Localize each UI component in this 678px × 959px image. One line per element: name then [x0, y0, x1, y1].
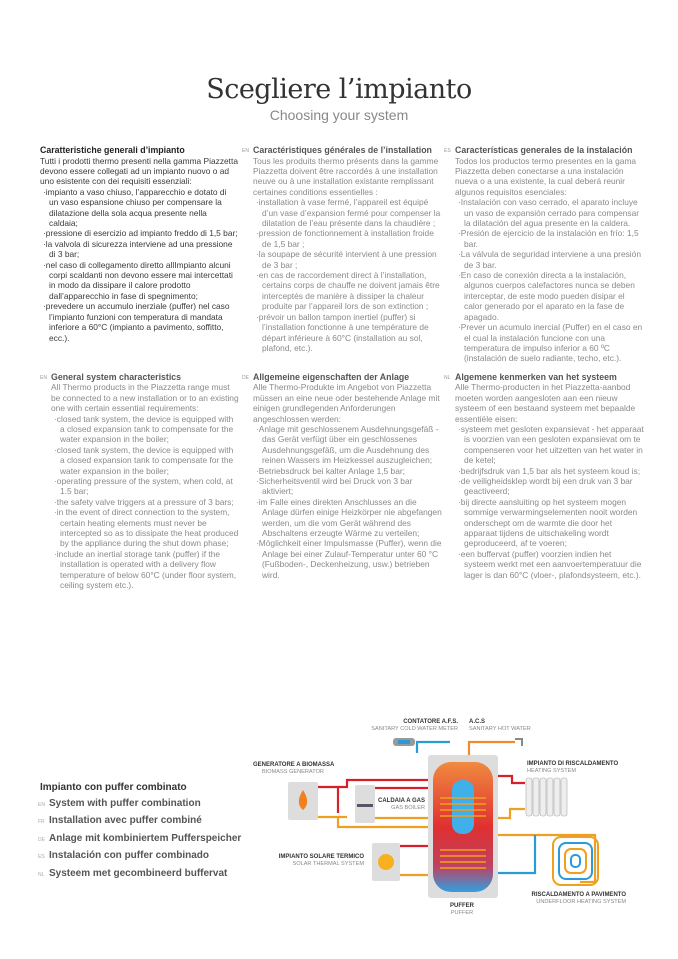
- sanitary-inner-tank: [452, 780, 474, 834]
- label-heating-en: HEATING SYSTEM: [527, 768, 577, 774]
- section-heading: [242, 371, 442, 383]
- legend-item: [40, 831, 241, 849]
- section-intro: Alle Thermo-producten in het Piazzetta-aanbod moeten worden aangesloten aan een nieuw systeem of een bestaand systeem met bepaalde essentiële eisen:: [455, 382, 636, 424]
- sun-icon: [378, 854, 394, 870]
- list-item: · the safety valve triggers at a pressure of 3 bars;: [51, 497, 240, 507]
- list-item: · prevedere un accumulo inerziale (puffer) nel caso l’impianto funzioni con temperatura di mandata inferiore a 60°C (impianto a pavimento, soffitto, ecc.).: [40, 301, 238, 343]
- language-tag: EN: [242, 148, 249, 154]
- list-item: · bij directe aansluiting op het systeem mogen sommige verwarmingselementen nooit worden onderschept om de warmte die door het apparaat tijdens de uitschakeling wordt geproduceerd, af te voeren;: [455, 497, 644, 549]
- label-puffer-en: PUFFER: [450, 910, 474, 916]
- underfloor-spiral: [553, 837, 598, 885]
- label-meter-en: SANITARY COLD WATER METER: [371, 726, 458, 732]
- list-item: · systeem met gesloten expansievat - het apparaat is voorzien van een gesloten expansievat om te compenseren voor het uitzetten van het water in de ketel;: [455, 424, 644, 466]
- list-item: · la valvola di sicurezza interviene ad una pressione di 3 bar;: [40, 239, 238, 260]
- text-section: [444, 372, 644, 580]
- language-tag: ES: [444, 148, 451, 154]
- label-biomass: GENERATORE A BIOMASSA: [253, 762, 335, 768]
- list-item: · Möglichkeit einer Impulsmasse (Puffer), wenn die Anlage bei einer Zulauf-Temperatur unter 60 °C (Fußboden-, Deckenheizung, usw.) betrieben wird.: [253, 538, 442, 580]
- list-item: · een buffervat (puffer) voorzien indien het systeem werkt met een aanvoertemperatuur die lager is dan 60°C (vloer-, plafondsysteem, etc.).: [455, 549, 644, 580]
- legend-item-label: Instalación con puffer combinado: [49, 850, 210, 861]
- text-section: [40, 372, 240, 591]
- list-item: · installation à vase fermé, l’appareil est équipé d’un vase d’expansion fermé pour compenser la dilatation de l’eau présente dans la chaudière ;: [253, 197, 442, 228]
- requirements-list: [51, 414, 240, 591]
- label-gas: CALDAIA A GAS: [378, 798, 425, 804]
- text-section: [40, 145, 238, 343]
- section-intro: Todos los productos termo presentes en la gama Piazzetta deben conectarse a una instalación nueva o a una existente, la cual deberá reunir algunos requisitos esenciales:: [455, 155, 637, 197]
- list-item: · closed tank system, the device is equipped with a closed expansion tank to compensate for the water expansion in the boiler;: [51, 414, 240, 445]
- label-gas-en: GAS BOILER: [391, 805, 425, 811]
- tap-icon: [515, 739, 522, 746]
- label-floor-en: UNDERFLOOR HEATING SYSTEM: [536, 899, 626, 905]
- label-floor: RISCALDAMENTO A PAVIMENTO: [531, 892, 626, 898]
- list-item: · nel caso di collegamento diretto allImpianto alcuni corpi scaldanti non devono essere mai intercettati in modo da dissipare il calore prodotto dall’apparecchio in fase di spegnimento;: [40, 260, 238, 302]
- section-heading-text: Caractéristiques générales de l’installation: [253, 145, 432, 155]
- legend-item: [40, 796, 241, 814]
- puffer-system-diagram: [250, 710, 650, 930]
- list-item: · La válvula de seguridad interviene a una presión de 3 bar.: [455, 249, 644, 270]
- section-heading-text: Allgemeine eigenschaften der Anlage: [253, 371, 410, 382]
- section-heading: [40, 145, 238, 156]
- page-subtitle: Choosing your system: [269, 107, 409, 123]
- list-item: · pressione di esercizio ad impianto freddo di 1,5 bar;: [40, 228, 238, 238]
- section-heading-text: Algemene kenmerken van het systeem: [455, 371, 617, 382]
- list-item: · in the event of direct connection to the system, certain heating elements must never be intercepted so as to dissipate the heat produced by the appliance during the shut down phase;: [51, 507, 240, 549]
- section-heading-text: Caratteristiche generali d’impianto: [40, 145, 185, 155]
- section-heading-text: Características generales de la instalación: [455, 145, 633, 155]
- language-tag: ES: [38, 854, 45, 860]
- list-item: · En caso de conexión directa a la instalación, algunos cuerpos calefactores nunca se deben interceptar, de este modo pueden disipar el calor generado por el aparato en la fase de apagado.: [455, 270, 644, 322]
- list-item: · Presión de ejercicio de la instalación en frío: 1,5 bar.: [455, 228, 644, 249]
- label-acs: A.C.S: [469, 719, 486, 725]
- list-item: · prévoir un ballon tampon inertiel (puffer) si l’installation fonctionne à une température de départ inférieure à 60°C (installation au sol, plafond, etc.).: [253, 312, 442, 354]
- text-section: [242, 145, 442, 353]
- list-item: · closed tank system, the device is equipped with a closed expansion tank to compensate for the water expansion in the boiler;: [51, 445, 240, 476]
- list-item: · operating pressure of the system, when cold, at 1.5 bar;: [51, 476, 240, 497]
- list-item: · im Falle eines direkten Anschlusses an die Anlage dürfen einige Heizkörper nie abgefangen werden, um die vom Gerät während des Abschaltens erzeugte Wärme zu verteilen;: [253, 497, 442, 539]
- list-item: · Betriebsdruck bei kalter Anlage 1,5 bar;: [253, 466, 442, 476]
- label-puffer: PUFFER: [450, 903, 474, 909]
- legend-item-label: Systeem met gecombineerd buffervat: [49, 867, 228, 879]
- language-tag: FR: [38, 819, 45, 825]
- section-intro: Alle Thermo-Produkte im Angebot von Piazzetta müssen an eine neue oder bestehende Anlage mit einigen grundlegenden Anforderungen angeschlossen werden:: [253, 382, 440, 424]
- legend-item: [40, 848, 241, 866]
- label-solar-en: SOLAR THERMAL SYSTEM: [292, 861, 364, 867]
- text-section: [242, 372, 442, 580]
- label-acs-en: SANITARY HOT WATER: [469, 726, 531, 732]
- list-item: · impianto a vaso chiuso, l’apparecchio e dotato di un vaso espansione chiuso per compensare la dilatazione della sola acqua presente nella caldaia;: [40, 187, 238, 229]
- label-solar: IMPIANTO SOLARE TERMICO: [278, 854, 364, 860]
- requirements-list: [253, 424, 442, 580]
- list-item: · Sicherheitsventil wird bei Druck von 3 bar aktiviert;: [253, 476, 442, 497]
- list-item: · de veiligheidsklep wordt bij een druk van 3 bar geactiveerd;: [455, 476, 644, 497]
- language-tag: EN: [40, 374, 47, 381]
- language-tag: DE: [38, 836, 45, 843]
- label-heating: IMPIANTO DI RISCALDAMENTO: [527, 761, 619, 767]
- list-item: · Anlage mit geschlossenem Ausdehnungsgefäß - das Gerät verfügt über ein geschlossenes Ausdehnungsgefäß, um die Ausdehnung des reinen Wassers im Heizkessel auszugleichen;: [253, 424, 442, 466]
- list-item: · Instalación con vaso cerrado, el aparato incluye un vaso de expansión cerrado para compensar la dilatación del agua presente en la caldera.: [455, 197, 644, 228]
- text-columns: [40, 145, 646, 590]
- requirements-list: [455, 197, 644, 364]
- label-biomass-en: BIOMASS GENERATOR: [262, 769, 324, 775]
- text-section: [444, 145, 644, 364]
- legend-title: Impianto con puffer combinato: [40, 782, 187, 793]
- section-heading: [40, 371, 240, 383]
- section-intro: All Thermo products in the Piazzetta range must be connected to a new installation or to an existing one with certain essential requirements:: [51, 382, 239, 414]
- water-meter-dial: [398, 740, 410, 744]
- legend-item-label: System with puffer combination: [49, 797, 201, 809]
- language-tag: DE: [242, 374, 249, 381]
- legend-item-label: Installation avec puffer combiné: [49, 815, 202, 826]
- language-tag: NL: [38, 871, 45, 878]
- list-item: · pression de fonctionnement à installation froide de 1,5 bar ;: [253, 228, 442, 249]
- requirements-list: [455, 424, 644, 580]
- legend-item: [40, 813, 241, 831]
- section-heading: [444, 145, 644, 156]
- language-tag: EN: [38, 801, 45, 808]
- list-item: · en cas de raccordement direct à l’installation, certains corps de chauffe ne doivent jamais être interceptés de manière à dissiper la chaleur produite par l’appareil lors de son extinction ;: [253, 270, 442, 312]
- section-heading: [444, 371, 644, 383]
- list-item: · include an inertial storage tank (puffer) if the installation is operated with a delivery flow temperature of below 60°C (under floor system, ceiling system etc.).: [51, 549, 240, 591]
- section-heading: [242, 145, 442, 156]
- system-legend: [40, 780, 241, 883]
- label-meter: CONTATORE A.F.S.: [403, 719, 458, 725]
- section-intro: Tous les produits thermo présents dans la gamme Piazzetta doivent être raccordés à une installation neuve ou à une installation existante remplissant certaines conditions essentielles :: [253, 155, 439, 197]
- section-intro: Tutti i prodotti thermo presenti nella gamma Piazzetta devono essere collegati ad un impianto nuovo o ad uno esistente con dei requisiti essenziali:: [40, 155, 238, 187]
- list-item: · Prever un acumulo inercial (Puffer) en el caso en el cual la instalación funcione con una temperatura de impulso inferior a 60 ºC (instalación de suelo radiante, techo, etc.).: [455, 322, 644, 364]
- requirements-list: [40, 187, 238, 343]
- gas-burner-icon: [357, 804, 373, 807]
- language-tag: NL: [444, 374, 451, 381]
- radiator: [526, 778, 567, 816]
- list-item: · bedrijfsdruk van 1,5 bar als het systeem koud is;: [455, 466, 644, 476]
- section-heading-text: General system characteristics: [51, 371, 182, 382]
- legend-item: [40, 866, 241, 884]
- legend-item-label: Anlage mit kombiniertem Pufferspeicher: [49, 832, 242, 844]
- list-item: · la soupape de sécurité intervient à une pression de 3 bar ;: [253, 249, 442, 270]
- page-title: Scegliere l’impianto: [206, 74, 472, 105]
- requirements-list: [253, 197, 442, 353]
